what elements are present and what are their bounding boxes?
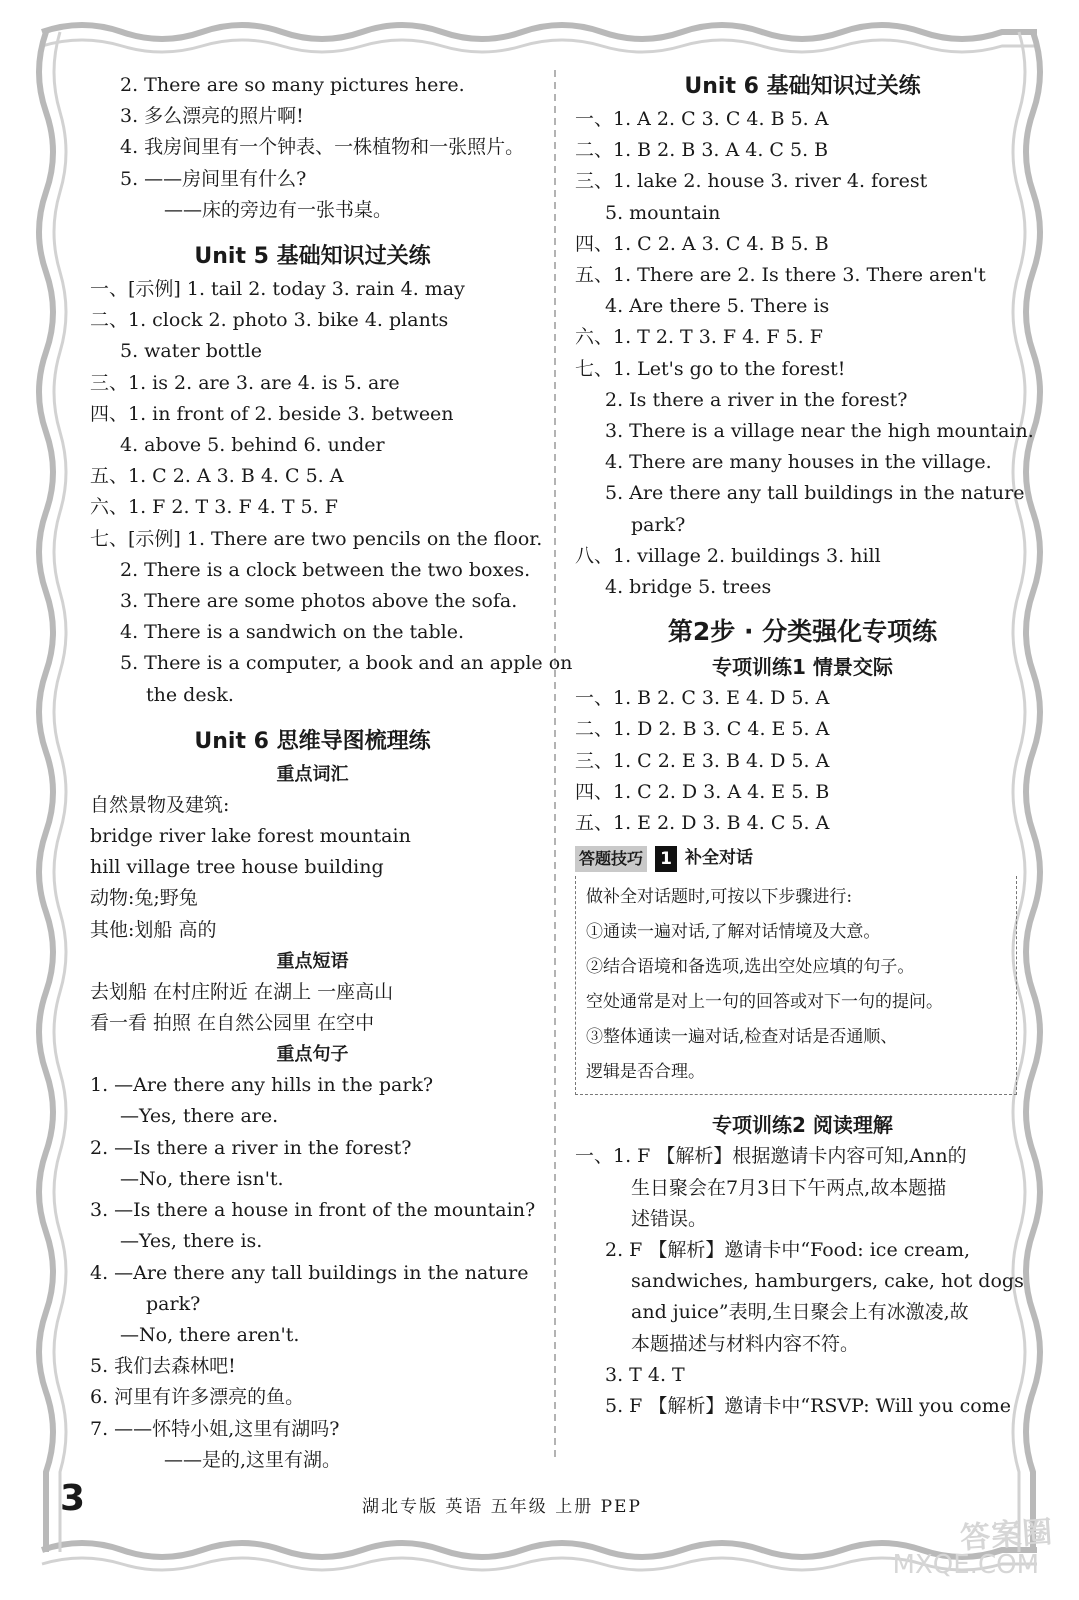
answer-line: 六、1. F 2. T 3. F 4. T 5. F — [90, 496, 338, 519]
answer-line: 5. There is a computer, a book and an apple on — [120, 652, 573, 675]
watermark-logo: 答案圈 — [959, 1514, 1055, 1557]
vocab-line: bridge river lake forest mountain — [90, 825, 411, 848]
tip-line: 空处通常是对上一句的回答或对下一句的提问。 — [586, 992, 943, 1013]
answer-line: the desk. — [146, 683, 234, 706]
answer-line: 2. There are so many pictures here. — [120, 74, 465, 96]
answer-line: 3. There is a village near the high mountain. — [605, 420, 1034, 443]
vocab-line: 自然景物及建筑: — [90, 793, 230, 816]
watermark-url: MXQE.COM — [892, 1550, 1039, 1580]
train1-title: 专项训练1 情景交际 — [712, 655, 893, 680]
answer-line: 三、1. is 2. are 3. are 4. is 5. are — [90, 371, 400, 394]
page-number: 3 — [60, 1478, 86, 1519]
answer-line: 二、1. clock 2. photo 3. bike 4. plants — [90, 309, 449, 332]
tip-line: 逻辑是否合理。 — [586, 1062, 705, 1083]
answer-line: 五、1. E 2. D 3. B 4. C 5. A — [575, 812, 830, 835]
tip-line: ①通读一遍对话,了解对话情境及大意。 — [586, 922, 881, 943]
tip-title: 补全对话 — [685, 848, 754, 869]
phrase-line: 去划船 在村庄附近 在湖上 一座高山 — [90, 980, 394, 1003]
sentence-line: 5. 我们去森林吧! — [90, 1355, 236, 1378]
page-footer — [60, 1478, 1020, 1528]
tip-label: 答题技巧 — [575, 846, 647, 872]
tip-line: ②结合语境和备选项,选出空处应填的句子。 — [586, 957, 915, 978]
sentence-line: —No, there isn't. — [120, 1167, 284, 1190]
vocab-line: hill village tree house building — [90, 856, 384, 879]
answer-line: 本题描述与材料内容不符。 — [631, 1332, 860, 1355]
sentence-line: 7. ——怀特小姐,这里有湖吗? — [90, 1417, 340, 1440]
unit6-mindmap-title: Unit 6 思维导图梳理练 — [194, 728, 431, 754]
answer-line: sandwiches, hamburgers, cake, hot dogs — [631, 1270, 1024, 1293]
answer-line: 3. There are some photos above the sofa. — [120, 590, 518, 613]
answer-line: 4. above 5. behind 6. under — [120, 434, 385, 457]
tip-line: ③整体通读一遍对话,检查对话是否通顺、 — [586, 1027, 898, 1048]
vocab-line: 其他:划船 高的 — [90, 918, 217, 941]
phrase-line: 看一看 拍照 在自然公园里 在空中 — [90, 1012, 375, 1035]
answer-line: 一、1. F 【解析】根据邀请卡内容可知,Ann的 — [575, 1145, 967, 1168]
answer-line: 2. Is there a river in the forest? — [605, 388, 908, 411]
answer-line: 五、1. There are 2. Is there 3. There aren't — [575, 264, 986, 287]
answer-line: 5. water bottle — [120, 340, 262, 363]
answer-line: 5. mountain — [605, 201, 721, 224]
answer-line: 5. ——房间里有什么? — [120, 167, 307, 190]
answer-line: 二、1. D 2. B 3. C 4. E 5. A — [575, 718, 830, 741]
answer-line: 一、[示例] 1. tail 2. today 3. rain 4. may — [90, 278, 465, 301]
sentence-line: ——是的,这里有湖。 — [164, 1448, 342, 1471]
answer-line: 三、1. C 2. E 3. B 4. D 5. A — [575, 749, 830, 772]
answer-line: 4. There is a sandwich on the table. — [120, 621, 465, 644]
unit5-title: Unit 5 基础知识过关练 — [194, 244, 431, 270]
sentence-line: 4. —Are there any tall buildings in the nature — [90, 1261, 529, 1284]
sentence-line: —Yes, there are. — [120, 1105, 279, 1128]
sentence-line: 2. —Is there a river in the forest? — [90, 1136, 412, 1159]
left-column — [90, 70, 573, 1476]
answer-line: 一、1. B 2. C 3. E 4. D 5. A — [575, 687, 830, 710]
tip-box — [575, 876, 1017, 1095]
answer-line: 七、1. Let's go to the forest! — [575, 357, 846, 380]
answer-line: 四、1. in front of 2. beside 3. between — [90, 402, 454, 425]
answer-line: 4. bridge 5. trees — [605, 576, 772, 599]
answer-line: 一、1. A 2. C 3. C 4. B 5. A — [575, 108, 829, 130]
answer-line: 二、1. B 2. B 3. A 4. C 5. B — [575, 139, 829, 162]
sentence-line: —Yes, there is. — [120, 1230, 263, 1253]
answer-line: park? — [631, 513, 686, 536]
answer-line: 四、1. C 2. D 3. A 4. E 5. B — [575, 780, 830, 803]
answer-line: 4. 我房间里有一个钟表、一株植物和一张照片。 — [120, 136, 525, 159]
right-column — [575, 70, 1034, 1422]
answer-line: 3. T 4. T — [605, 1363, 685, 1386]
step2-title: 第2步 · 分类强化专项练 — [667, 617, 938, 647]
answer-line: 生日聚会在7月3日下午两点,故本题描 — [631, 1176, 947, 1199]
answer-line: 三、1. lake 2. house 3. river 4. forest — [575, 170, 928, 193]
tip-header — [575, 843, 1030, 874]
phrase-subtitle: 重点短语 — [276, 950, 349, 972]
answer-line: 四、1. C 2. A 3. C 4. B 5. B — [575, 232, 829, 255]
answer-line: and juice”表明,生日聚会上有冰激凌,故 — [631, 1301, 969, 1324]
sentence-subtitle: 重点句子 — [276, 1044, 349, 1066]
answer-line: 八、1. village 2. buildings 3. hill — [575, 544, 881, 567]
edition-info: 湖北专版 英语 五年级 上册 PEP — [362, 1497, 642, 1517]
answer-line: ——床的旁边有一张书桌。 — [164, 198, 393, 221]
tip-number-badge: 1 — [655, 846, 677, 872]
sentence-line: —No, there aren't. — [120, 1323, 300, 1346]
answer-line: 5. Are there any tall buildings in the nature — [605, 482, 1025, 505]
answer-line: 5. F 【解析】邀请卡中“RSVP: Will you come — [605, 1395, 1011, 1418]
answer-line: 六、1. T 2. T 3. F 4. F 5. F — [575, 326, 823, 349]
answer-line: 4. There are many houses in the village. — [605, 451, 992, 474]
sentence-line: 6. 河里有许多漂亮的鱼。 — [90, 1386, 305, 1409]
tip-line: 做补全对话题时,可按以下步骤进行: — [586, 887, 853, 908]
sentence-line: park? — [146, 1292, 201, 1315]
vocab-subtitle: 重点词汇 — [276, 763, 349, 785]
answer-line: 2. There is a clock between the two boxes. — [120, 558, 531, 581]
sentence-line: 1. —Are there any hills in the park? — [90, 1074, 434, 1097]
vocab-line: 动物:兔;野兔 — [90, 887, 198, 910]
answer-line: 七、[示例] 1. There are two pencils on the floor. — [90, 527, 543, 550]
train2-title: 专项训练2 阅读理解 — [712, 1113, 893, 1138]
answer-line: 五、1. C 2. A 3. B 4. C 5. A — [90, 465, 344, 488]
answer-line: 2. F 【解析】邀请卡中“Food: ice cream, — [605, 1239, 971, 1262]
answer-line: 4. Are there 5. There is — [605, 295, 830, 318]
answer-line: 3. 多么漂亮的照片啊! — [120, 105, 304, 128]
answer-line: 述错误。 — [631, 1207, 708, 1230]
unit6-basics-title: Unit 6 基础知识过关练 — [684, 74, 921, 99]
sentence-line: 3. —Is there a house in front of the mountain? — [90, 1199, 536, 1222]
